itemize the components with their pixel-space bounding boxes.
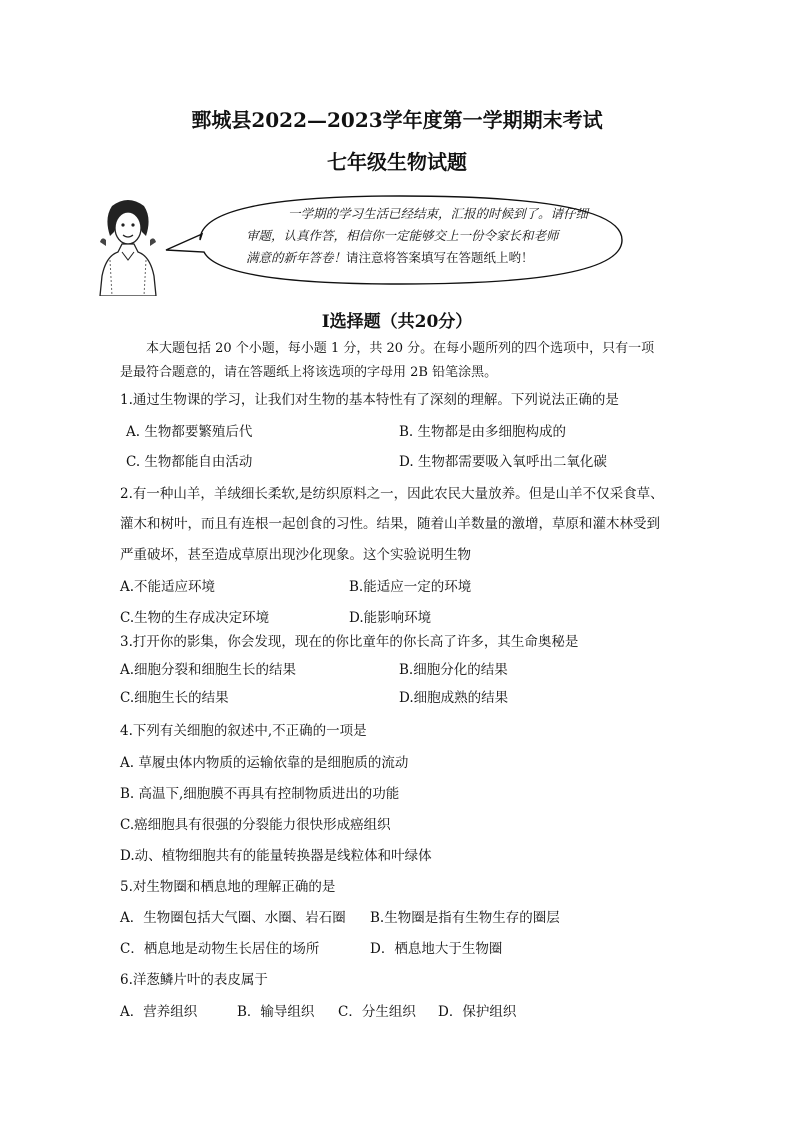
question-4-option-d: D.动、植物细胞共有的能量转换器是线粒体和叶绿体 [120, 848, 432, 864]
question-5-option-a: A．生物圈包括大气圈、水圈、岩石圈 [120, 910, 346, 926]
question-3-option-a: A.细胞分裂和细胞生长的结果 [120, 662, 297, 678]
question-4-stem: 4.下列有关细胞的叙述中,不正确的一项是 [120, 723, 367, 739]
speech-bubble-text [232, 203, 652, 269]
question-4-option-c: C.癌细胞具有很强的分裂能力很快形成癌组织 [120, 817, 391, 833]
question-3-option-b: B.细胞分化的结果 [399, 662, 508, 678]
question-2-stem-3: 严重破坏，甚至造成草原出现沙化现象。这个实验说明生物 [120, 547, 471, 563]
question-1-option-a: A. 生物都要繁殖后代 [126, 424, 253, 440]
question-5-option-d: D．栖息地大于生物圈 [370, 941, 503, 957]
question-6-option-d: D．保护组织 [438, 1004, 517, 1020]
question-5-stem: 5.对生物圈和栖息地的理解正确的是 [120, 879, 336, 895]
question-5-option-b: B.生物圈是指有生物生存的圈层 [370, 910, 560, 926]
teacher-cartoon-icon [92, 196, 164, 296]
question-2-option-d: D.能影响环境 [349, 610, 432, 626]
question-2-stem-2: 灌木和树叶，而且有连根一起创食的习性。结果，随着山羊数量的激增，草原和灌木林受到 [120, 516, 660, 532]
question-1-option-c: C. 生物都能自由活动 [126, 454, 253, 470]
question-4-option-a: A. 草履虫体内物质的运输依靠的是细胞质的流动 [120, 755, 409, 771]
section-intro-2: 是最符合题意的，请在答题纸上将该选项的字母用 2B 铅笔涂黑。 [120, 365, 498, 380]
section-title: I选择题（共20分） [321, 312, 473, 332]
question-6-option-a: A．营养组织 [120, 1004, 198, 1020]
exam-subtitle: 七年级生物试题 [327, 150, 467, 174]
question-6-option-b: B．输导组织 [237, 1004, 315, 1020]
question-6-stem: 6.洋葱鳞片叶的表皮属于 [120, 972, 268, 988]
question-3-option-d: D.细胞成熟的结果 [399, 690, 509, 706]
question-2-option-a: A.不能适应环境 [120, 579, 216, 595]
question-2-option-c: C.生物的生存成决定环境 [120, 610, 270, 626]
exam-title: 鄄城县2022—2023学年度第一学期期末考试 [191, 108, 603, 132]
question-1-option-b: B. 生物都是由多细胞构成的 [399, 424, 567, 440]
question-5-option-c: C．栖息地是动物生长居住的场所 [120, 941, 320, 957]
speech-line-3b: 请注意将答案填写在答题纸上哟！ [346, 250, 534, 265]
question-2-option-b: B.能适应一定的环境 [349, 579, 472, 595]
section-intro-1: 本大题包括 20 个小题，每小题 1 分，共 20 分。在每小题所列的四个选项中，只有一项 [146, 341, 655, 356]
question-1-stem: 1.通过生物课的学习，让我们对生物的基本特性有了深刻的理解。下列说法正确的是 [120, 392, 619, 408]
question-6-option-c: C．分生组织 [338, 1004, 416, 1020]
question-4-option-b: B. 高温下,细胞膜不再具有控制物质进出的功能 [120, 786, 400, 802]
speech-line-3a: 满意的新年答卷！ [246, 250, 347, 265]
question-3-option-c: C.细胞生长的结果 [120, 690, 229, 706]
question-3-stem: 3.打开你的影集，你会发现，现在的你比童年的你长高了许多，其生命奥秘是 [120, 634, 579, 650]
speech-line-2: 审题，认真作答，相信你一定能够交上一份令家长和老师 [246, 228, 559, 243]
speech-line-1: 一学期的学习生活已经结束，汇报的时候到了。请仔细 [288, 206, 589, 221]
question-2-stem-1: 2.有一种山羊，羊绒细长柔软,是纺织原料之一，因此农民大量放养。但是山羊不仅采食草、 [120, 486, 664, 502]
question-1-option-d: D. 生物都需要吸入氧呼出二氧化碳 [399, 454, 607, 470]
